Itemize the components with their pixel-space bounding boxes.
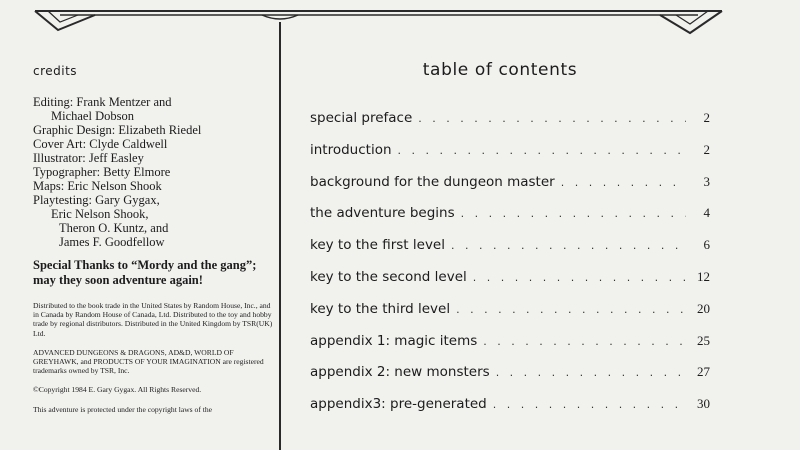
special-thanks: Special Thanks to “Mordy and the gang”; may they soon adventure again! (33, 258, 257, 287)
toc-leader-dots (418, 112, 686, 125)
toc-entry-page: 2 (703, 141, 710, 157)
toc-entry-page: 27 (697, 364, 710, 380)
toc-entry-label: appendix3: pre-generated (310, 396, 487, 413)
decorative-top-border (0, 0, 800, 45)
copyright-protection-notice: This adventure is protected under the copyright laws of the (33, 404, 213, 414)
toc-entry-page: 12 (697, 268, 710, 284)
credit-line: Editing: Frank Mentzer and (33, 95, 172, 109)
toc-leader-dots (398, 144, 686, 157)
toc-leader-dots (461, 207, 686, 220)
toc-entry (310, 396, 710, 428)
toc-entry-label: appendix 2: new monsters (310, 364, 490, 381)
toc-entry-page: 30 (697, 396, 710, 412)
toc-entry-label: key to the third level (310, 300, 451, 317)
credit-line: Typographer: Betty Elmore (33, 165, 171, 179)
toc-entry (310, 333, 710, 365)
toc-leader-dots (483, 335, 686, 348)
trademark-notice: ADVANCED DUNGEONS & DRAGONS, AD&D, WORLD OF GREYHAWK, and PRODUCTS OF YOUR IMAGINATION are registered trademarks owned by TSR, Inc. (33, 347, 264, 376)
toc-entry-label: the adventure begins (310, 205, 455, 222)
toc-leader-dots (496, 366, 686, 379)
toc-entry (310, 174, 710, 206)
toc-leader-dots (561, 176, 686, 189)
toc-entry-label: introduction (310, 141, 392, 158)
credit-line: Theron O. Kuntz, and (59, 221, 169, 235)
toc-entry-page: 3 (703, 173, 710, 189)
toc-entry (310, 237, 710, 269)
copyright-notice: ©Copyright 1984 E. Gary Gygax. All Rights Reserved. (33, 385, 202, 395)
distribution-notice: Distributed to the book trade in the United States by Random House, Inc., and in Canada by Random House of Canada, Ltd. Distributed to the toy and hobby trade by regional distributors. Distributed in the United Kingdom by TSR(UK) Ltd. (33, 301, 273, 338)
toc-entry-page: 20 (697, 300, 710, 316)
credit-line: Maps: Eric Nelson Shook (33, 179, 162, 193)
column-divider (279, 22, 281, 450)
credit-line: Playtesting: Gary Gygax, (33, 193, 160, 207)
credit-line: Cover Art: Clyde Caldwell (33, 137, 168, 151)
toc-leader-dots (456, 303, 686, 316)
toc-entry-page: 4 (703, 205, 710, 221)
toc-entry-label: special preface (310, 110, 413, 126)
toc-entry (310, 110, 710, 142)
toc-entry (310, 205, 710, 237)
toc-entry (310, 364, 710, 396)
toc-entry (310, 142, 710, 174)
toc-leader-dots (493, 398, 686, 411)
toc-entry-page: 2 (703, 110, 710, 125)
toc-entry-page: 6 (703, 237, 710, 253)
credits-column (33, 64, 273, 414)
toc-leader-dots (473, 271, 686, 284)
toc-title: table of contents (422, 60, 578, 80)
toc-entry-page: 25 (697, 332, 710, 348)
toc-entry (310, 269, 710, 301)
credits-list (33, 95, 273, 249)
toc-entry-label: appendix 1: magic items (310, 332, 478, 349)
credit-line: Illustrator: Jeff Easley (33, 151, 144, 165)
credits-title: credits (33, 64, 78, 78)
toc-entry-label: key to the second level (310, 268, 467, 285)
credit-line: Graphic Design: Elizabeth Riedel (33, 123, 202, 137)
toc-entry-label: key to the first level (310, 237, 445, 254)
toc-entry-label: background for the dungeon master (310, 173, 555, 190)
credit-line: Eric Nelson Shook, (51, 207, 149, 221)
toc-entry (310, 301, 710, 333)
credit-line: Michael Dobson (51, 109, 134, 123)
toc-leader-dots (451, 239, 686, 252)
credit-line: James F. Goodfellow (59, 235, 165, 249)
toc-list (310, 110, 710, 428)
